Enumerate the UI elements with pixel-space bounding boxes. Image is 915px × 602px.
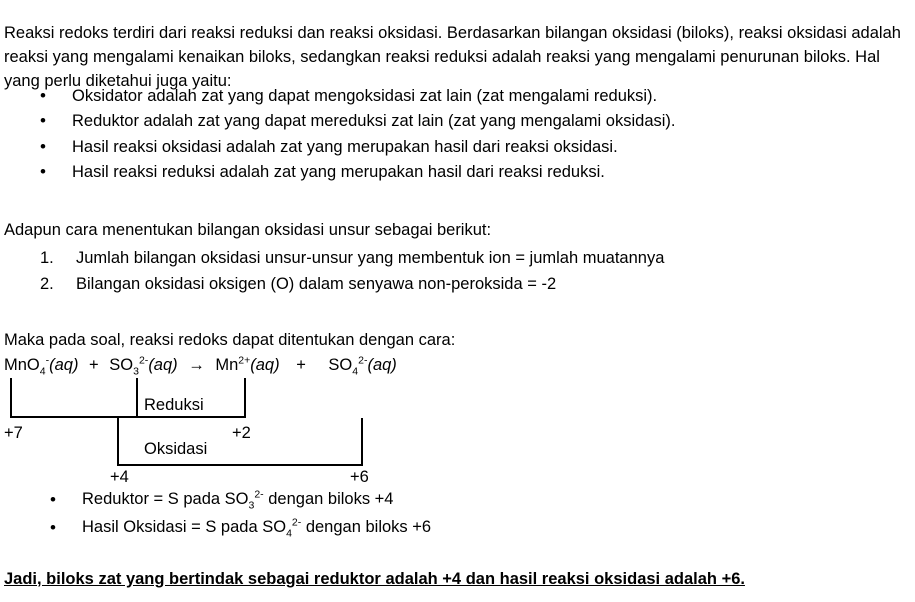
s-start-oxidation-state: +4: [110, 468, 129, 486]
oxidation-label: Oksidasi: [144, 440, 208, 458]
oxidation-bracket-right-line: [361, 418, 363, 466]
list-item: [44, 515, 904, 540]
reduction-label: Reduksi: [144, 396, 204, 414]
mn-start-oxidation-state: +7: [4, 424, 23, 442]
equation-arrow: →: [188, 356, 205, 374]
list-item: • Hasil reaksi oksidasi adalah zat yang merupakan hasil dari reaksi oksidasi.: [40, 135, 915, 159]
equation-plus-1: +: [89, 356, 99, 374]
equation-reactant-1: MnO$_4$-(aq): [4, 354, 79, 378]
reduction-bracket-right-line: [244, 378, 246, 418]
list-item-number: 1.: [40, 249, 54, 267]
intro-paragraph: Reaksi redoks terdiri dari reaksi reduksi dan reaksi oksidasi. Berdasarkan bilangan oksidasi (biloks), reaksi oksidasi adalah reaksi yang mengalami kenaikan biloks, sedangkan reaksi reduksi adalah reaksi yang mengalami penurunan biloks. Hal yang perlu diketahui juga yaitu:: [4, 23, 901, 90]
list-item: • Reduktor adalah zat yang dapat mereduksi zat lain (zat yang mengalami oksidasi).: [40, 109, 915, 133]
equation-plus-2: +: [296, 356, 306, 374]
equation-product-1: $Mn^{2+}(aq)$: [215, 354, 280, 374]
result-subscript: 4: [286, 527, 292, 540]
s-end-oxidation-state: +6: [350, 468, 369, 486]
reduction-bracket-divider-line: [136, 378, 138, 418]
result-text-suffix: dengan biloks +4: [263, 490, 394, 508]
solution-heading: Maka pada soal, reaksi redoks dapat ditentukan dengan cara:: [4, 331, 456, 349]
equation-reactant-2: $SO_3^{2-}(aq)$: [109, 354, 178, 378]
result-superscript: 2-: [254, 488, 264, 501]
reduction-bracket-left-line: [10, 378, 12, 418]
list-item: • Oksidator adalah zat yang dapat mengoksidasi zat lain (zat mengalami reduksi).: [40, 84, 915, 108]
mn-end-oxidation-state: +2: [232, 424, 251, 442]
definition-bullet-list: [4, 84, 915, 185]
list-item: [44, 487, 904, 512]
redox-equation: [4, 355, 397, 376]
result-superscript: 2-: [291, 516, 302, 529]
reduction-bracket-span-line: [136, 416, 246, 418]
oxidation-bracket-bottom-line: [117, 464, 363, 466]
conclusion-statement: Jadi, biloks zat yang bertindak sebagai reduktor adalah +4 dan hasil reaksi oksidasi adalah +6.: [4, 570, 745, 588]
list-item: [40, 246, 915, 270]
oxidation-bracket-left-line: [117, 418, 119, 466]
list-item-text: Bilangan oksidasi oksigen (O) dalam senyawa non-peroksida = -2: [76, 275, 557, 294]
list-item: [40, 272, 915, 296]
result-text-suffix: dengan biloks +6: [301, 517, 432, 536]
result-subscript: 3: [248, 499, 255, 512]
result-text-prefix: Hasil Oksidasi = S pada SO: [82, 517, 287, 536]
result-text-prefix: Reduktor = S pada SO: [82, 490, 249, 508]
rules-list: [4, 246, 915, 299]
rules-heading: Adapun cara menentukan bilangan oksidasi unsur sebagai berikut:: [4, 221, 492, 239]
list-item: • Hasil reaksi reduksi adalah zat yang merupakan hasil dari reaksi reduksi.: [40, 160, 915, 184]
result-bullet-list: [44, 487, 904, 543]
equation-product-2: $SO_4^{2-}(aq)$: [328, 354, 397, 378]
list-item-text: Jumlah bilangan oksidasi unsur-unsur yang membentuk ion = jumlah muatannya: [76, 249, 665, 267]
list-item-number: 2.: [40, 275, 54, 294]
redox-arrow-diagram: [0, 378, 480, 488]
